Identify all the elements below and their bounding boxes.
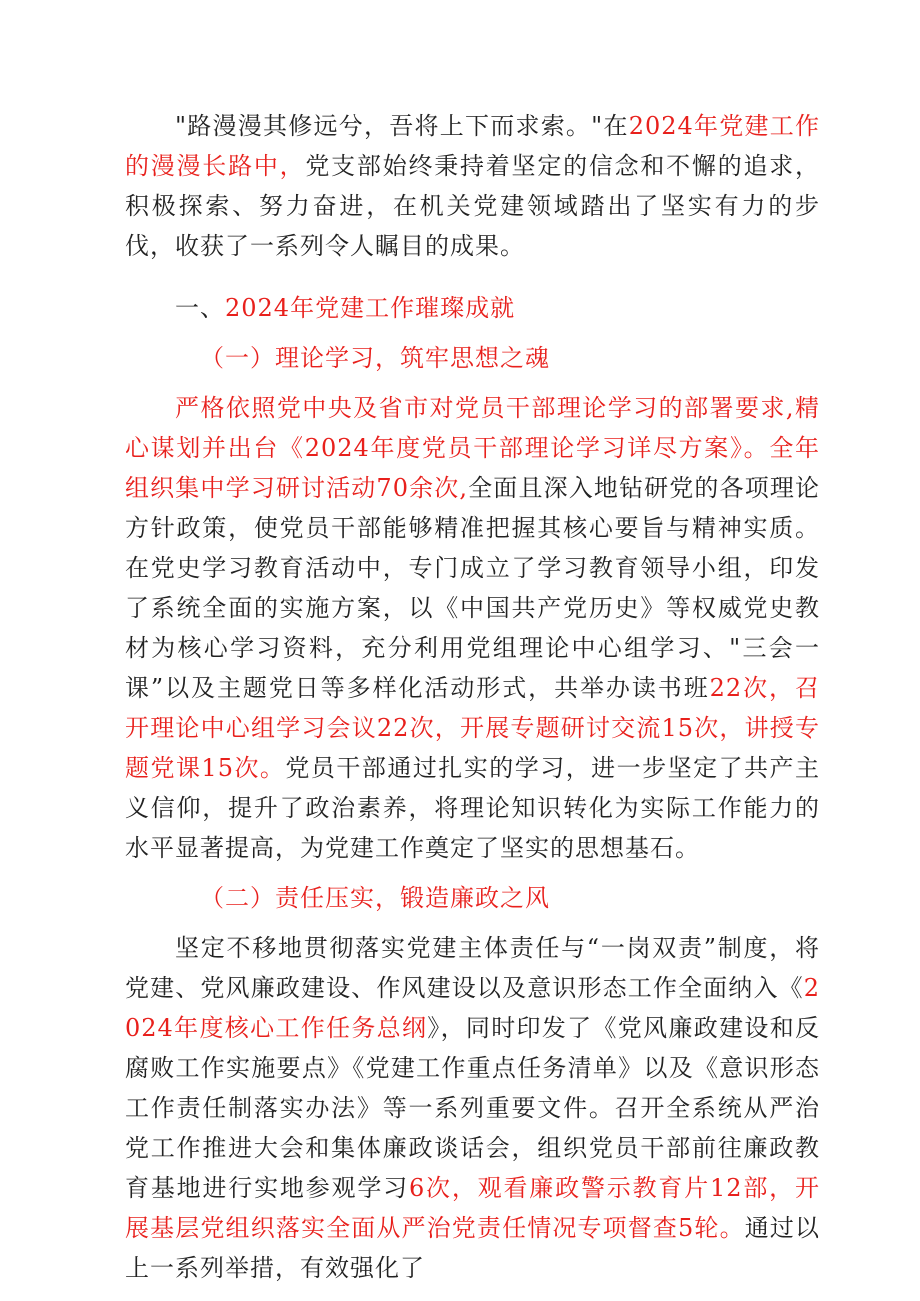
- subsection-heading-2: （二）责任压实，锻造廉政之风: [200, 884, 550, 912]
- sub2-text-a: 坚定不移地贯彻落实党建主体责任与“一岗双责”制度，将党建、党风廉政建设、作风建设以及意识形态工作全面纳入《: [125, 934, 820, 1002]
- sub2-text-e: 通过以上一系列举措，有效强化了: [125, 1214, 820, 1282]
- sub2-text-d: 6次，观看廉政警示教育片12部，开展基层党组织落实全面从严治党责任情况专项督查5轮。: [125, 1174, 820, 1242]
- subsection-1-paragraph: [125, 388, 820, 868]
- sub2-text-c: 》，同时印发了《党风廉政建设和反腐败工作实施要点》《党建工作重点任务清单》以及《意识形态工作责任制落实办法》等一系列重要文件。召开全系统从严治党工作推进大会和集体廉政谈话会，组织党员干部前往廉政教育基地进行实地参观学习: [125, 1014, 821, 1202]
- sub1-text-f: 22次，召开理论中心组学习会议22次，开展专题研讨交流15次，讲授专题党课15次。: [125, 674, 820, 782]
- intro-year-text: 2024年党建工作的漫漫长路中，: [125, 112, 820, 180]
- intro-paragraph: [125, 106, 820, 266]
- sub2-text-b: 2024年度核心工作任务总纲: [125, 974, 820, 1042]
- sub1-text-a: 严格依照党中央及省市对党员干部理论学习的部署要求,精心谋划并出台《: [125, 394, 820, 462]
- sub1-text-c: 》。全年组织集中学习研讨活动: [125, 434, 821, 502]
- subsection-2-paragraph: [125, 928, 820, 1288]
- sub1-text-b: 2024年度党员干部理论学习详尽方案: [304, 434, 730, 462]
- section-heading-title: 2024年党建工作璀璨成就: [225, 294, 516, 322]
- section-heading: [125, 288, 820, 328]
- intro-quote: "路漫漫其修远兮，吾将上下而求索。"在: [175, 112, 629, 140]
- sub1-text-g: 党员干部通过扎实的学习，进一步坚定了共产主义信仰，提升了政治素养，将理论知识转化为实际工作能力的水平显著提高，为党建工作奠定了坚实的思想基石。: [125, 754, 820, 862]
- section-heading-prefix: 一、: [175, 294, 225, 322]
- intro-text: 党支部始终秉持着坚定的信念和不懈的追求，积极探索、努力奋进，在机关党建领域踏出了坚实有力的步伐，收获了一系列令人瞩目的成果。: [125, 152, 821, 260]
- subsection-heading-1: （一）理论学习，筑牢思想之魂: [200, 344, 550, 372]
- sub1-text-e: 全面且深入地钻研党的各项理论方针政策，使党员干部能够精准把握其核心要旨与精神实质。在党史学习教育活动中，专门成立了学习教育领导小组，印发了系统全面的实施方案，以《中国共产党历史》等权威党史教材为核心学习资料，充分利用党组理论中心组学习、"三会一课”以及主题党日等多样化活动形式，共举办读书班: [125, 474, 820, 702]
- sub1-text-d: 70余次,: [376, 474, 469, 502]
